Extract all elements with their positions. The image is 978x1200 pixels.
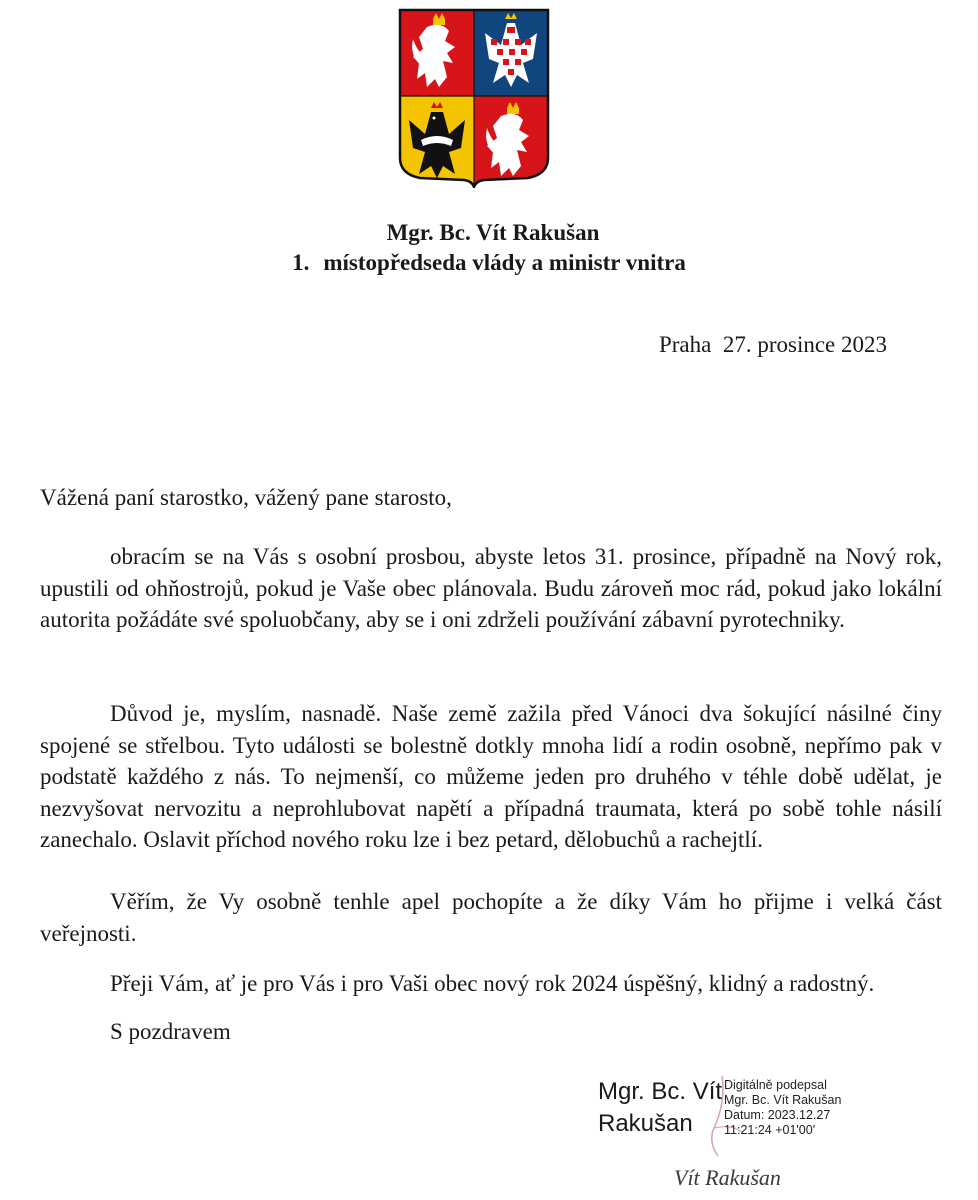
signature-detail-line: Datum: 2023.12.27 (724, 1108, 831, 1122)
digital-signature-block (596, 1072, 956, 1196)
closing: S pozdravem (110, 1019, 231, 1044)
sender-title-text: místopředseda vlády a ministr vnitra (323, 250, 686, 275)
letterhead (0, 218, 978, 278)
signature-name-line-1: Mgr. Bc. Vít (598, 1078, 723, 1105)
sender-title-number: 1. (292, 250, 310, 275)
date-line (659, 330, 887, 360)
signature-detail-line: Mgr. Bc. Vít Rakušan (724, 1093, 842, 1107)
signature-detail-line: Digitálně podepsal (724, 1078, 827, 1092)
sender-name: Mgr. Bc. Vít Rakušan (386, 220, 600, 245)
coat-of-arms-emblem (398, 8, 550, 188)
handwritten-signature: Vít Rakušan (674, 1165, 781, 1190)
body-paragraph-2: Důvod je, myslím, nasnadě. Naše země zažila před Vánoci dva šokující násilné činy spojené se střelbou. Tyto události se bolestně dotkly mnoha lidí a rodin osobně, nepřímo pak v podstatě každého z nás. To nejmenší, co můžeme jeden pro druhého v téhle době udělat, je nezvyšovat nervozitu a neprohlubovat napětí a případná traumata, která po sobě tohle násilí zanechalo. Oslavit příchod nového roku lze i bez petard, dělobuchů a rachejtlí. (40, 701, 942, 852)
body-paragraph-4: Přeji Vám, ať je pro Vás i pro Vaši obec nový rok 2024 úspěšný, klidný a radostný. (110, 971, 875, 996)
sender-title (0, 248, 978, 278)
body-paragraph-1: obracím se na Vás s osobní prosbou, abyste letos 31. prosince, případně na Nový rok, upustili od ohňostrojů, pokud je Vaše obec plánovala. Budu zároveň moc rád, pokud jako lokální autorita požádáte své spoluobčany, aby se i oni zdrželi používání zábavní pyrotechniky. (40, 544, 942, 632)
body-paragraph-3: Věřím, že Vy osobně tenhle apel pochopíte a že díky Vám ho přijme i velká část veřejnosti. (40, 889, 942, 946)
date-place: Praha (658, 332, 712, 357)
signature-name-line-2: Rakušan (598, 1110, 693, 1137)
salutation: Vážená paní starostko, vážený pane starosto, (40, 485, 452, 510)
date-value: 27. prosince 2023 (722, 332, 887, 357)
signature-detail-line: 11:21:24 +01'00' (724, 1123, 816, 1137)
signature-details (724, 1078, 841, 1138)
